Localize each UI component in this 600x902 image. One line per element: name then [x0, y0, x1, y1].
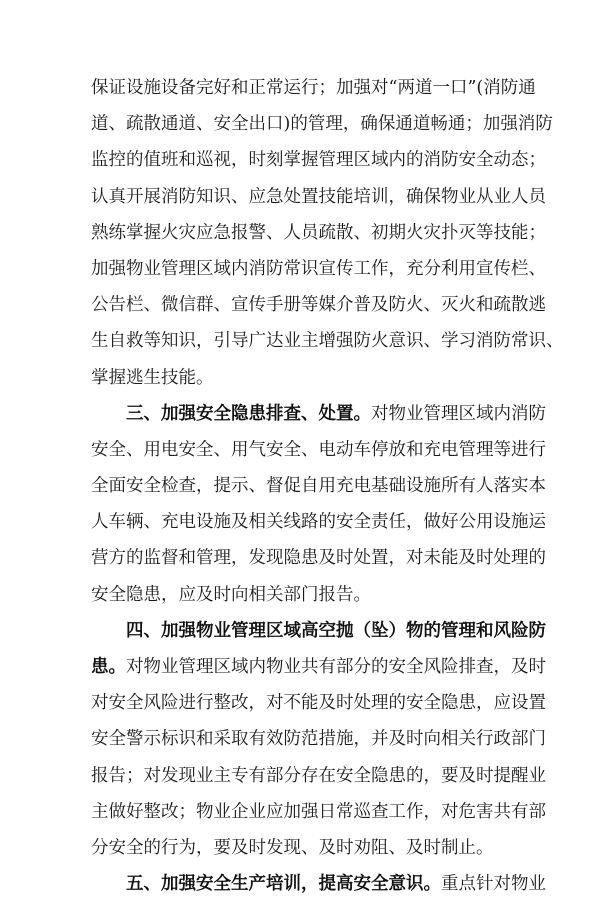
text-line: 掌握逃生技能。	[91, 367, 214, 388]
text-line: 安全、用电安全、用气安全、电动车停放和充电管理等进行	[91, 439, 546, 460]
section-5-first-line	[91, 866, 546, 902]
document-page	[91, 70, 564, 902]
text-line: 对安全风险进行整改，对不能及时处理的安全隐患，应设置	[91, 693, 546, 714]
text-line: 保证设施设备完好和正常运行；加强对“两道一口”(消防通	[91, 78, 536, 98]
section-3-heading: 三、加强安全隐患排查、处置。	[126, 403, 371, 424]
section-4-heading: 四、加强物业管理区域高空抛（坠）物的管理和风险防	[126, 620, 546, 641]
section-4-second-line	[91, 649, 546, 685]
section-4-first-line	[91, 613, 546, 649]
text-run: 对物业管理区域内物业共有部分的安全风险排查，及时	[126, 657, 546, 677]
text-run: 重点针对物业	[441, 874, 546, 895]
text-line: 报告；对发现业主专有部分存在安全隐患的，要及时提醒业	[91, 765, 546, 786]
text-line: 生自救等知识，引导广达业主增强防火意识、学习消防常识、	[91, 331, 564, 352]
text-line: 安全隐患，应及时向相关部门报告。	[91, 584, 371, 605]
text-line: 主做好整改；物业企业应加强日常巡查工作，对危害共有部	[91, 801, 546, 822]
text-line: 营方的监督和管理，发现隐患及时处置，对未能及时处理的	[91, 548, 546, 569]
text-line: 认真开展消防知识、应急处置技能培训，确保物业从业人员	[91, 186, 546, 207]
text-run: 对物业管理区域内消防	[371, 403, 546, 424]
text-line: 人车辆、充电设施及相关线路的安全责任，做好公用设施运	[91, 512, 546, 533]
text-line: 安全警示标识和采取有效防范措施，并及时向相关行政部门	[91, 729, 546, 750]
text-line: 监控的值班和巡视，时刻掌握管理区域内的消防安全动态；	[91, 150, 546, 171]
text-line: 道、疏散通道、安全出口)的管理，确保通道畅通；加强消防	[91, 114, 553, 135]
text-line: 加强物业管理区域内消防常识宣传工作，充分利用宣传栏、	[91, 258, 546, 279]
section-5-heading: 五、加强安全生产培训，提高安全意识。	[126, 874, 441, 895]
text-line: 全面安全检查，提示、督促自用充电基础设施所有人落实本	[91, 476, 546, 497]
text-line: 熟练掌握火灾应急报警、人员疏散、初期火灾扑灭等技能；	[91, 222, 546, 243]
section-3-first-line	[91, 396, 546, 432]
text-line: 分安全的行为，要及时发现、及时劝阻、及时制止。	[91, 837, 494, 858]
text-line: 公告栏、微信群、宣传手册等媒介普及防火、灭火和疏散逃	[91, 295, 546, 316]
section-4-heading-end: 患。	[91, 657, 126, 677]
